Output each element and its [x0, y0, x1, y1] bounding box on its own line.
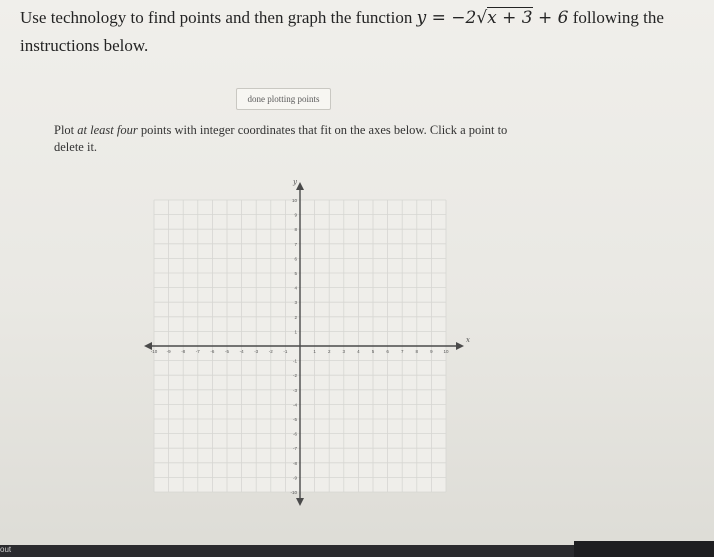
x-tick-label: -10: [150, 349, 158, 354]
x-tick-label: 6: [386, 349, 389, 354]
x-tick-label: -4: [239, 349, 244, 354]
x-tick-label: -7: [195, 349, 200, 354]
y-tick-label: -9: [292, 475, 297, 481]
y-tick-label: 1: [294, 329, 297, 335]
x-tick-label: 9: [430, 349, 433, 354]
y-tick-label: -10: [290, 490, 297, 495]
x-axis-label: x: [466, 336, 470, 344]
coordinate-plane[interactable]: [144, 176, 474, 508]
x-tick-label: 8: [415, 349, 419, 354]
y-tick-label: 2: [294, 314, 297, 320]
y-tick-label: 7: [294, 241, 297, 247]
prompt-text-before: Use technology to find points and then graph the function: [20, 8, 413, 27]
x-tick-label: 1: [313, 349, 316, 354]
y-tick-label: -7: [292, 446, 297, 452]
y-axis-label: y: [293, 178, 297, 186]
x-tick-label: -1: [283, 349, 288, 354]
y-tick-label: -4: [292, 402, 297, 408]
y-tick-label: -3: [292, 387, 297, 393]
x-tick-label: 2: [327, 349, 331, 354]
y-tick-label: -5: [292, 417, 297, 422]
y-tick-label: 8: [294, 227, 297, 233]
y-tick-label: 4: [294, 285, 297, 291]
x-tick-label: -8: [181, 349, 186, 354]
y-tick-label: -8: [292, 460, 297, 466]
x-tick-label: -5: [224, 349, 230, 354]
y-tick-label: -1: [292, 358, 297, 364]
equation-lhs: y = −2: [416, 8, 477, 28]
x-tick-label: 3: [342, 349, 346, 354]
y-tick-label: 6: [294, 256, 297, 262]
y-tick-label: 5: [294, 271, 297, 276]
equation-tail: + 6: [532, 8, 569, 28]
x-tick-label: 5: [371, 349, 375, 354]
x-tick-label: -2: [268, 349, 273, 354]
y-axis-arrow-down-icon: [296, 498, 304, 506]
instructions-before: Plot: [54, 123, 75, 137]
instructions-after: points with integer coordinates that fit on the axes below. Click a point to delete it.: [54, 123, 508, 154]
y-axis-arrow-up-icon: [296, 182, 304, 190]
x-tick-label: 10: [443, 349, 449, 354]
x-tick-label: -9: [166, 349, 171, 354]
x-axis-arrow-right-icon: [456, 342, 464, 350]
function-equation: [417, 7, 569, 28]
prompt-text-after: following the instructions below.: [20, 8, 664, 55]
taskbar-right: [574, 541, 714, 557]
equation-radicand: x + 3: [487, 8, 533, 28]
y-tick-label: -6: [292, 431, 297, 437]
problem-prompt: [20, 4, 700, 60]
y-tick-label: 9: [294, 212, 297, 218]
y-tick-label: 3: [294, 300, 297, 306]
sqrt-symbol: √: [476, 8, 488, 28]
x-tick-label: -6: [210, 349, 215, 354]
x-tick-label: 7: [400, 349, 404, 354]
taskbar-label: out: [0, 545, 12, 554]
plot-instructions: [54, 122, 534, 156]
y-tick-label: 10: [291, 198, 297, 203]
done-plotting-button[interactable]: done plotting points: [236, 88, 331, 110]
x-tick-label: 4: [357, 349, 360, 354]
instructions-emphasis: at least four: [77, 123, 138, 137]
x-tick-label: -3: [254, 349, 259, 354]
y-tick-label: -2: [292, 373, 297, 379]
